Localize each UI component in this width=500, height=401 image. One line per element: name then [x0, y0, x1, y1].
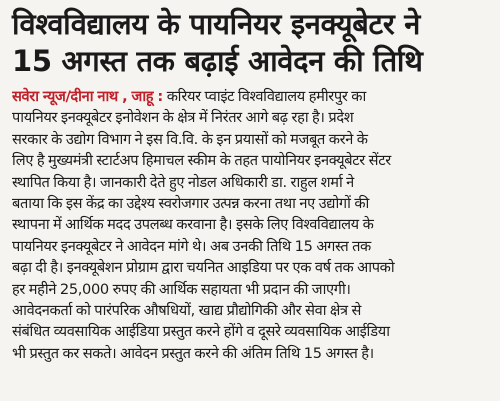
article-line: स्थापित किया है। जानकारी देते हुए नोडल अधिकारी डा. राहुल शर्मा ने: [12, 173, 354, 191]
article-line-text: करियर प्वाइंट विश्वविद्यालय हमीरपुर का: [162, 88, 366, 105]
headline-line-1: विश्वविद्यालय के पायनियर इनक्यूबेटर ने: [12, 7, 421, 41]
article-line: संबंधित व्यवसायिक आईडिया प्रस्तुत करने होंगे व दूसरे व्यवसायिक आईडिया: [12, 323, 390, 341]
article-line: पायनियर इनक्यूबेटर इनोवेशन के क्षेत्र में निरंतर आगे बढ़ रहा है। प्रदेश: [12, 109, 354, 127]
article-line: पायनियर इनक्यूबेटर ने आवेदन मांगे थे। अब उनकी तिथि 15 अगस्त तक: [12, 237, 371, 255]
article-body: [12, 86, 490, 364]
article-line: आवेदनकर्ता को पारंपरिक औषधियों, खाद्य प्रौद्योगिकी और सेवा क्षेत्र से: [12, 302, 362, 320]
headline-line-2: 15 अगस्त तक बढ़ाई आवेदन की तिथि: [12, 44, 423, 78]
article-line: [12, 86, 490, 107]
article-line: बताया कि इस केंद्र का उद्देश्य स्वरोजगार उत्पन्न करना तथा नए उद्योगों की: [12, 195, 369, 213]
article-line: सरकार के उद्योग विभाग ने इस वि.वि. के इन प्रयासों को मजबूत करने के: [12, 130, 368, 148]
dateline: सवेरा न्यूज/दीना नाथ , जाहू :: [12, 88, 163, 105]
article-line: स्थापना में आर्थिक मदद उपलब्ध करवाना है। इसके लिए विश्वविद्यालय के: [12, 216, 374, 234]
headline: [12, 6, 490, 80]
article-line: बढ़ा दी है। इनक्यूबेशन प्रोग्राम द्वारा चयनित आइडिया पर एक वर्ष तक आपको: [12, 259, 395, 277]
article-line: भी प्रस्तुत कर सकते। आवेदन प्रस्तुत करने की अंतिम तिथि 15 अगस्त है।: [12, 344, 374, 362]
article-line: लिए है मुख्यमंत्री स्टार्टअप हिमाचल स्कीम के तहत पायोनियर इनक्यूबेटर सेंटर: [12, 152, 391, 170]
article-line: हर महीने 25,000 रुपए की आर्थिक सहायता भी प्रदान की जाएगी।: [12, 280, 351, 298]
